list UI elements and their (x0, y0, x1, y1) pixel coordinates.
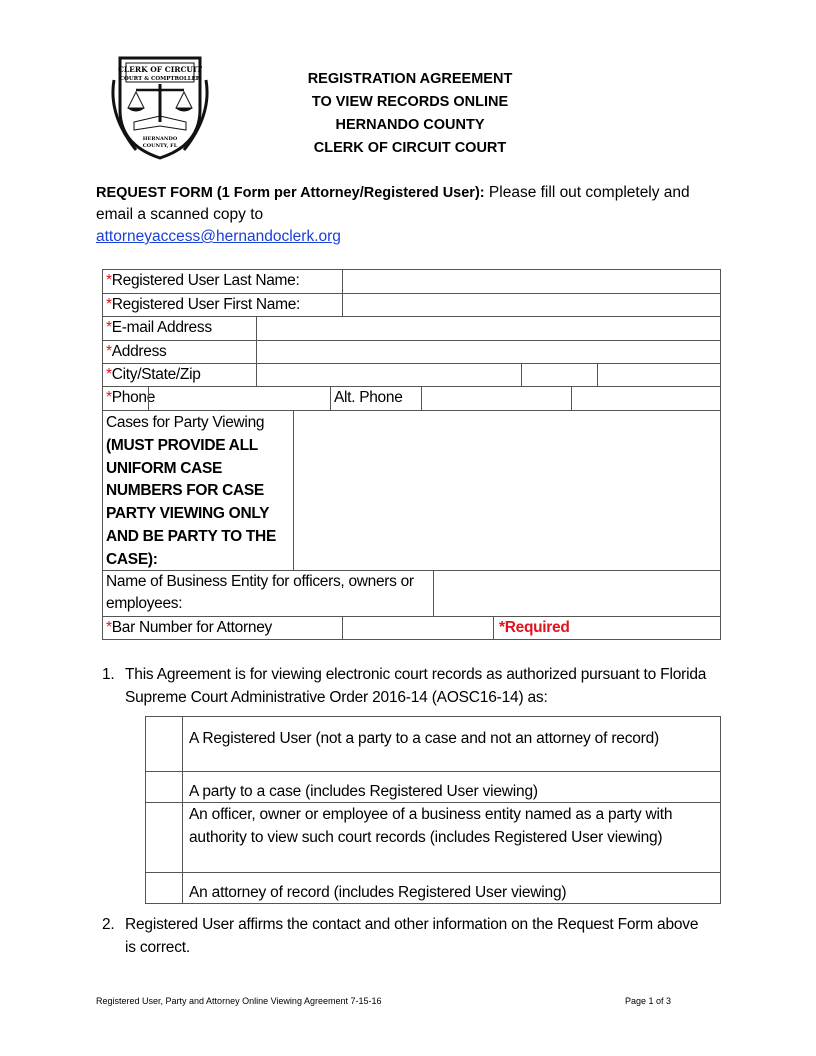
alt-phone-ext-field[interactable] (571, 386, 721, 411)
email-label: *E-mail Address (102, 316, 257, 341)
business-entity-label: Name of Business Entity for officers, owners or employees: (102, 570, 434, 617)
title-line: TO VIEW RECORDS ONLINE (311, 94, 509, 110)
instructions-text: Please fill out completely and email a scanned copy to (96, 184, 690, 223)
footer-page-number: Page 1 of 3 (625, 996, 672, 1006)
address-label: *Address (102, 340, 257, 364)
address-field[interactable] (256, 340, 721, 364)
city-field[interactable] (256, 363, 522, 387)
phone-field[interactable] (148, 386, 331, 411)
option-label: A party to a case (includes Registered User viewing) (182, 771, 721, 803)
svg-text:HERNANDO: HERNANDO (142, 136, 178, 142)
option-checkbox[interactable] (145, 771, 183, 803)
email-link[interactable]: attorneyaccess@hernandoclerk.org (96, 228, 341, 245)
cases-label: Cases for Party Viewing (MUST PROVIDE ALL UNIFORM CASE NUMBERS FOR CASE PARTY VIEWING ONLY AND BE PARTY TO THE CASE): (102, 410, 294, 571)
state-field[interactable] (521, 363, 598, 387)
option-label: A Registered User (not a party to a case and not an attorney of record) (182, 716, 721, 772)
bar-number-field[interactable] (342, 616, 494, 640)
last-name-field[interactable] (342, 269, 721, 294)
item-1: 1. This Agreement is for viewing electronic court records as authorized pursuant to Florida Supreme Court Administrative Order 2016-14 (AOSC16-14) as: (102, 666, 707, 706)
svg-text:COUNTY, FL: COUNTY, FL (142, 143, 178, 149)
email-field[interactable] (256, 316, 721, 341)
alt-phone-field[interactable] (421, 386, 572, 411)
footer-left: Registered User, Party and Attorney Online Viewing Agreement 7-15-16 (96, 996, 382, 1006)
option-label: An attorney of record (includes Registered User viewing) (182, 872, 721, 904)
document-title (250, 68, 570, 160)
option-checkbox[interactable] (145, 716, 183, 772)
title-line: REGISTRATION AGREEMENT (307, 71, 513, 87)
city-state-zip-label: *City/State/Zip (102, 363, 257, 387)
request-instructions (96, 182, 696, 248)
option-checkbox[interactable] (145, 802, 183, 873)
alt-phone-label: Alt. Phone (330, 386, 422, 411)
title-line: CLERK OF CIRCUIT COURT (313, 140, 507, 156)
business-entity-field[interactable] (433, 570, 721, 617)
option-checkbox[interactable] (145, 872, 183, 904)
first-name-field[interactable] (342, 293, 721, 317)
cases-field[interactable] (293, 410, 721, 571)
item-2: 2. Registered User affirms the contact and other information on the Request Form above is correct. (102, 916, 699, 956)
title-line: HERNANDO COUNTY (335, 117, 485, 133)
svg-text:COURT & COMPTROLLER: COURT & COMPTROLLER (119, 76, 201, 82)
option-label: An officer, owner or employee of a business entity named as a party with authority to view such court records (includes Registered User viewing) (182, 802, 721, 873)
svg-text:CLERK OF CIRCUIT: CLERK OF CIRCUIT (117, 65, 203, 74)
request-form-label: REQUEST FORM (1 Form per Attorney/Registered User): (96, 185, 485, 201)
phone-label: *Phone (102, 386, 149, 411)
last-name-label: *Registered User Last Name: (102, 269, 343, 294)
zip-field[interactable] (597, 363, 721, 387)
bar-number-label: *Bar Number for Attorney (102, 616, 343, 640)
required-note: *Required (493, 616, 721, 640)
first-name-label: *Registered User First Name: (102, 293, 343, 317)
clerk-seal-logo (106, 50, 214, 162)
